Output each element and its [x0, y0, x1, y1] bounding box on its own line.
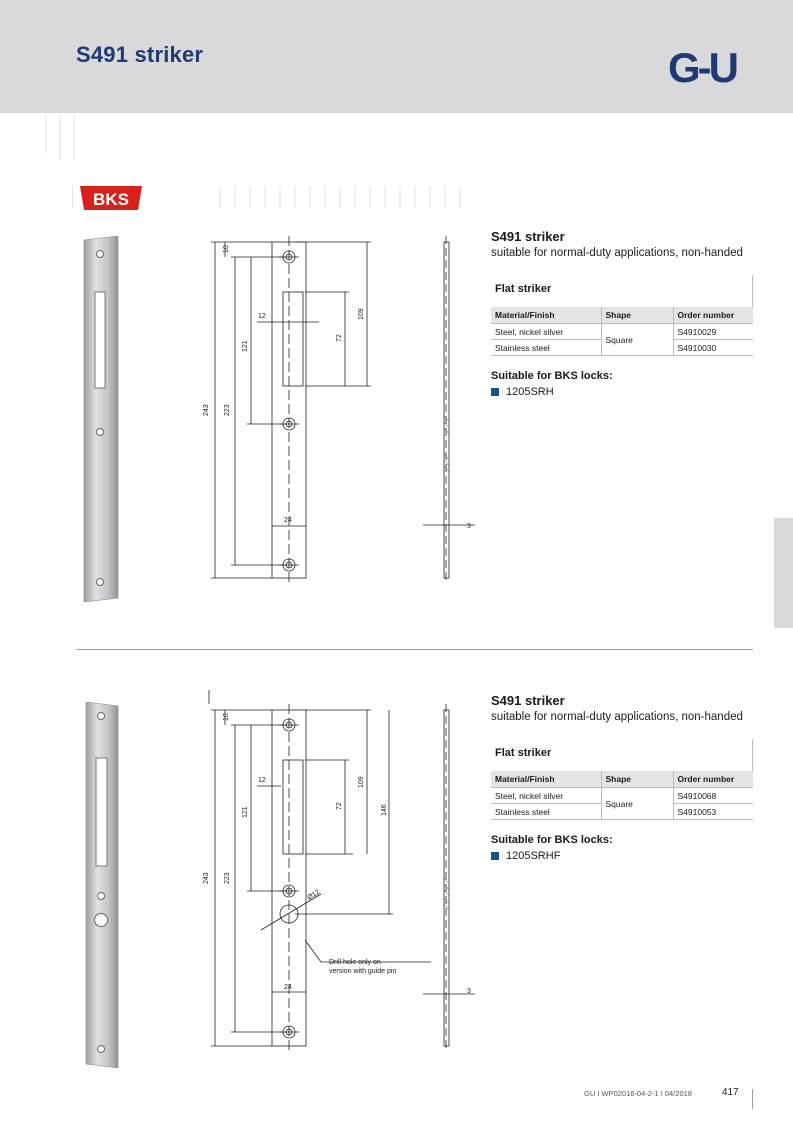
order-table-block: [491, 739, 753, 820]
lock-model: 1205SRHF: [506, 850, 561, 862]
dim-label-3: 3: [467, 523, 471, 530]
dim-label-72: 72: [336, 334, 343, 342]
dim-label-223: 223: [224, 872, 231, 884]
square-bullet-icon: [491, 388, 499, 396]
dim-label-12: 12: [258, 313, 266, 320]
footer-divider: [752, 1089, 753, 1109]
bks-logo: [76, 184, 146, 212]
table-row: [491, 324, 753, 340]
dim-label-243: 243: [203, 872, 210, 884]
svg-text:BKS: BKS: [93, 190, 129, 209]
order-number-cell: S4910029: [673, 324, 753, 340]
column-header: Material/Finish: [491, 307, 601, 324]
dim-label-24: 24: [284, 984, 292, 991]
dim-label-223: 223: [224, 404, 231, 416]
table-row: [491, 788, 753, 804]
section-divider: [76, 649, 753, 650]
product-subtitle: suitable for normal-duty applications, non-handed: [491, 247, 743, 259]
dim-label-3: 3: [467, 988, 471, 995]
material-cell: Steel, nickel silver: [491, 324, 601, 340]
product-subtitle: suitable for normal-duty applications, non-handed: [491, 711, 743, 723]
dim-label-121: 121: [242, 806, 249, 818]
list-item: [491, 850, 753, 862]
product-title: S491 striker: [491, 693, 565, 708]
dim-label-72: 72: [336, 802, 343, 810]
material-cell: Steel, nickel silver: [491, 788, 601, 804]
technical-drawing-1: [195, 236, 480, 586]
page-title: S491 striker: [76, 42, 204, 67]
decorative-lines: [40, 114, 80, 160]
list-item: [491, 386, 753, 398]
product-info-2: [491, 693, 753, 862]
dim-label-12: 12: [258, 777, 266, 784]
column-header: Order number: [673, 771, 753, 788]
order-number-cell: S4910068: [673, 788, 753, 804]
striker-photo-2: [84, 702, 124, 1068]
dim-label-121: 121: [242, 340, 249, 352]
order-table: [491, 771, 753, 820]
column-header: Order number: [673, 307, 753, 324]
dim-label-146: 146: [381, 804, 388, 816]
page-number: 417: [722, 1087, 739, 1098]
locks-heading: Suitable for BKS locks:: [491, 370, 613, 382]
dim-label-109: 109: [358, 776, 365, 788]
chapter-tab: [774, 518, 793, 628]
order-table-block: [491, 275, 753, 356]
order-number-cell: S4910053: [673, 804, 753, 820]
shape-cell: Square: [601, 788, 673, 820]
product-info-1: [491, 229, 753, 398]
shape-cell: Square: [601, 324, 673, 356]
dim-label-109: 109: [358, 308, 365, 320]
drill-note-line-1: Drill hole only on: [329, 959, 381, 966]
dim-label-diameter-12: Ø12: [306, 888, 322, 902]
column-header: Shape: [601, 771, 673, 788]
striker-photo-1: [82, 236, 122, 602]
dim-label-24: 24: [284, 517, 292, 524]
drill-note-line-2: version with guide pin: [329, 968, 397, 975]
dim-label-243: 243: [203, 404, 210, 416]
order-number-cell: S4910030: [673, 340, 753, 356]
order-table: [491, 307, 753, 356]
page-header: [0, 0, 793, 113]
technical-drawing-2: [195, 690, 480, 1050]
dim-label-10: 10: [223, 713, 230, 721]
product-title: S491 striker: [491, 229, 565, 244]
dim-label-10: 10: [223, 245, 230, 253]
locks-heading: Suitable for BKS locks:: [491, 834, 613, 846]
square-bullet-icon: [491, 852, 499, 860]
column-header: Material/Finish: [491, 771, 601, 788]
lock-model: 1205SRH: [506, 386, 554, 398]
gu-logo-text: G-U: [668, 46, 736, 86]
table-heading: Flat striker: [495, 747, 552, 759]
table-heading: Flat striker: [495, 283, 552, 295]
gu-logo: [668, 46, 754, 86]
material-cell: Stainless steel: [491, 804, 601, 820]
footer-doc-reference: GU I WP02016-04-2-1 I 04/2018: [584, 1089, 692, 1098]
column-header: Shape: [601, 307, 673, 324]
material-cell: Stainless steel: [491, 340, 601, 356]
